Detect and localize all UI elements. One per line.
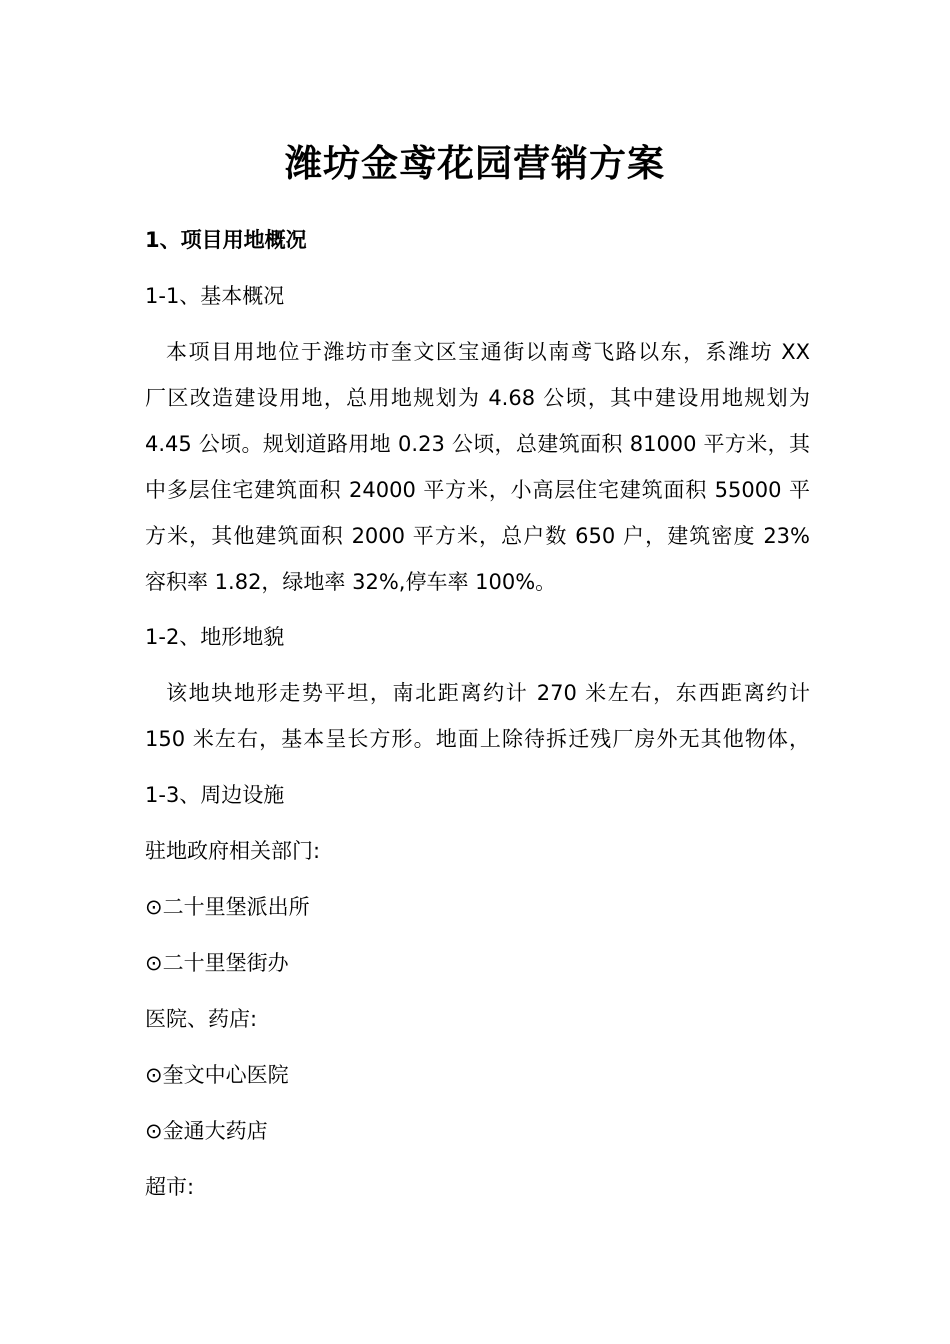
paragraph-line: 150 米左右，基本呈长方形。地面上除待拆迁残厂房外无其他物体， [145,727,810,751]
subsection-heading-basic: 1-1、基本概况 [145,284,285,308]
paragraph-line: 本项目用地位于潍坊市奎文区宝通街以南鸢飞路以东，系潍坊 XX [166,340,810,364]
document-title: 潍坊金鸢花园营销方案 [285,142,665,185]
paragraph-line: 厂区改造建设用地，总用地规划为 4.68 公顷，其中建设用地规划为 [145,386,810,410]
facility-list-item: ⊙二十里堡派出所 [145,895,310,919]
facility-list-item: ⊙奎文中心医院 [145,1063,289,1087]
subsection-heading-terrain: 1-2、地形地貌 [145,625,285,649]
paragraph-line: 容积率 1.82，绿地率 32%,停车率 100%。 [145,570,557,594]
facility-group-label: 超市: [145,1175,195,1199]
facility-list-item: ⊙二十里堡街办 [145,951,289,975]
facility-group-label: 驻地政府相关部门: [145,839,321,863]
section-heading: 1、项目用地概况 [145,228,307,252]
paragraph-line: 该地块地形走势平坦，南北距离约计 270 米左右，东西距离约计 [166,681,810,705]
paragraph-line: 中多层住宅建筑面积 24000 平方米，小高层住宅建筑面积 55000 平 [145,478,810,502]
paragraph-line: 方米，其他建筑面积 2000 平方米，总户数 650 户，建筑密度 23% [145,524,810,548]
subsection-heading-facilities: 1-3、周边设施 [145,783,285,807]
paragraph-line: 4.45 公顷。规划道路用地 0.23 公顷，总建筑面积 81000 平方米，其 [145,432,810,456]
facility-group-label: 医院、药店: [145,1007,258,1031]
facility-list-item: ⊙金通大药店 [145,1119,268,1143]
